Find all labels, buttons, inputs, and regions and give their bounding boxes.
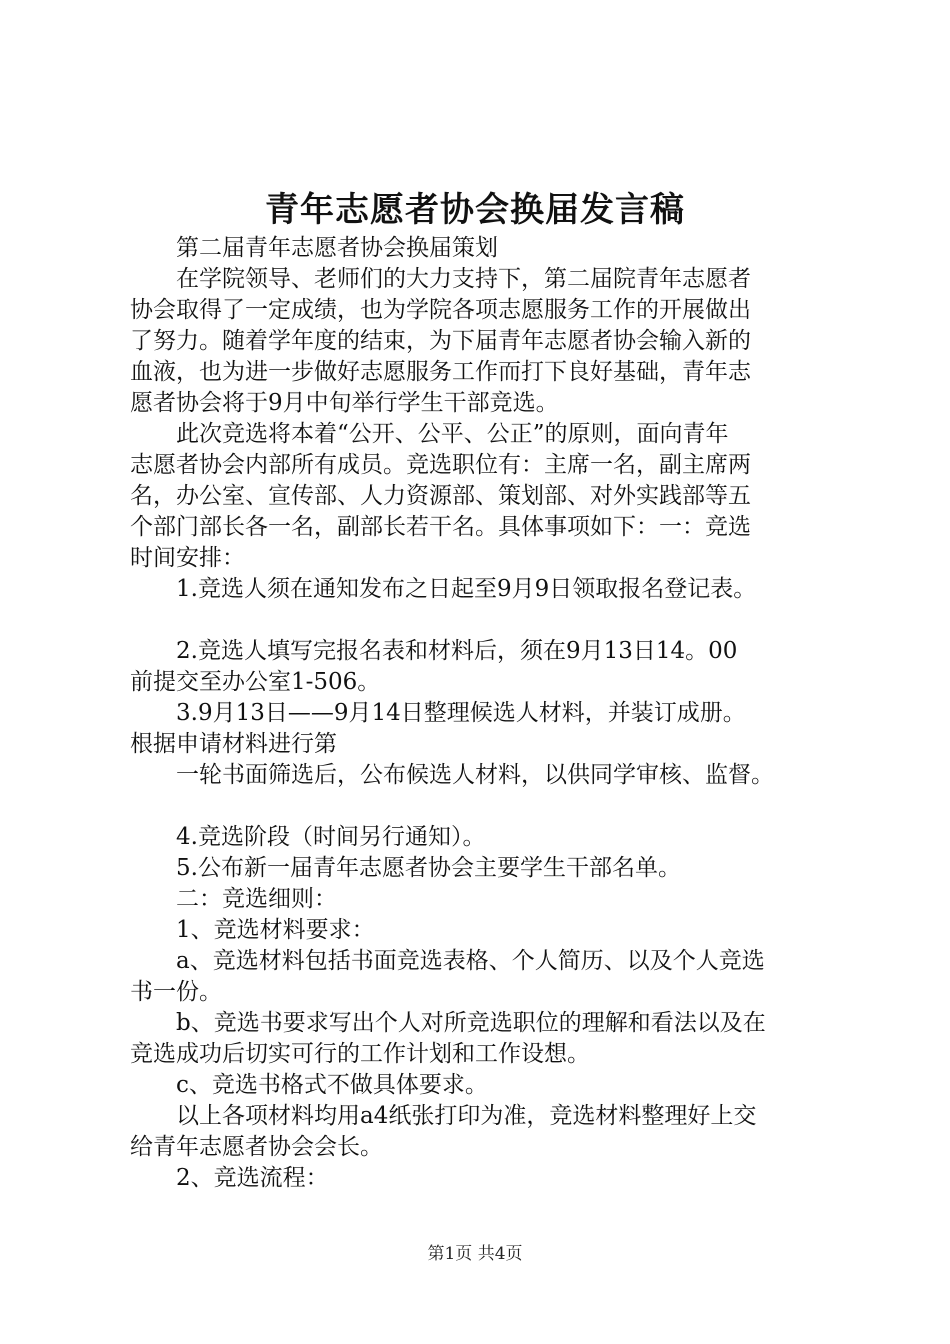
- paragraph-line: 协会取得了一定成绩，也为学院各项志愿服务工作的开展做出: [130, 297, 751, 323]
- paragraph-line: 3.9月13日——9月14日整理候选人材料，并装订成册。: [176, 700, 746, 726]
- paragraph-line: 第二届青年志愿者协会换届策划: [176, 235, 498, 261]
- paragraph-line: 1、竞选材料要求：: [176, 917, 375, 943]
- document-title: 青年志愿者协会换届发言稿: [265, 190, 685, 230]
- paragraph-line: 愿者协会将于9月中旬举行学生干部竞选。: [130, 390, 559, 416]
- page-footer: 第1页 共4页: [427, 1244, 523, 1264]
- paragraph-line: 2、竞选流程：: [176, 1165, 329, 1191]
- paragraph-line: 一轮书面筛选后，公布候选人材料，以供同学审核、监督。: [176, 762, 774, 788]
- paragraph-line: 血液，也为进一步做好志愿服务工作而打下良好基础，青年志: [130, 359, 751, 385]
- paragraph-line: 2.竞选人填写完报名表和材料后，须在9月13日14。00: [176, 638, 738, 664]
- paragraph-line: 前提交至办公室1-506。: [130, 669, 381, 695]
- paragraph-line: 了努力。随着学年度的结束，为下届青年志愿者协会输入新的: [130, 328, 751, 354]
- paragraph-line: b、竞选书要求写出个人对所竞选职位的理解和看法以及在: [176, 1010, 766, 1036]
- paragraph-line: 时间安排：: [130, 545, 245, 571]
- paragraph-line: 给青年志愿者协会会长。: [130, 1134, 383, 1160]
- paragraph-line: a、竞选材料包括书面竞选表格、个人简历、以及个人竞选: [176, 948, 765, 974]
- paragraph-line: 个部门部长各一名，副部长若干名。具体事项如下：一：竞选: [130, 514, 751, 540]
- paragraph-line: c、竞选书格式不做具体要求。: [176, 1072, 488, 1098]
- paragraph-line: 在学院领导、老师们的大力支持下，第二届院青年志愿者: [176, 266, 751, 292]
- document-body: [130, 233, 835, 1194]
- paragraph-line: 1.竞选人须在通知发布之日起至9月9日领取报名登记表。: [176, 576, 757, 602]
- paragraph-line: 二：竞选细则：: [176, 886, 337, 912]
- paragraph-line: 5.公布新一届青年志愿者协会主要学生干部名单。: [176, 855, 681, 881]
- paragraph-line: 名，办公室、宣传部、人力资源部、策划部、对外实践部等五: [130, 483, 751, 509]
- paragraph-line: 根据申请材料进行第: [130, 731, 337, 757]
- paragraph-line: 此次竞选将本着“公开、公平、公正”的原则，面向青年: [176, 421, 729, 447]
- paragraph-line: 4.竞选阶段（时间另行通知）。: [176, 824, 486, 850]
- paragraph-line: 书一份。: [130, 979, 222, 1005]
- paragraph-line: 以上各项材料均用a4纸张打印为准，竞选材料整理好上交: [176, 1103, 757, 1129]
- paragraph-line: 竞选成功后切实可行的工作计划和工作设想。: [130, 1041, 590, 1067]
- paragraph-line: 志愿者协会内部所有成员。竞选职位有：主席一名，副主席两: [130, 452, 751, 478]
